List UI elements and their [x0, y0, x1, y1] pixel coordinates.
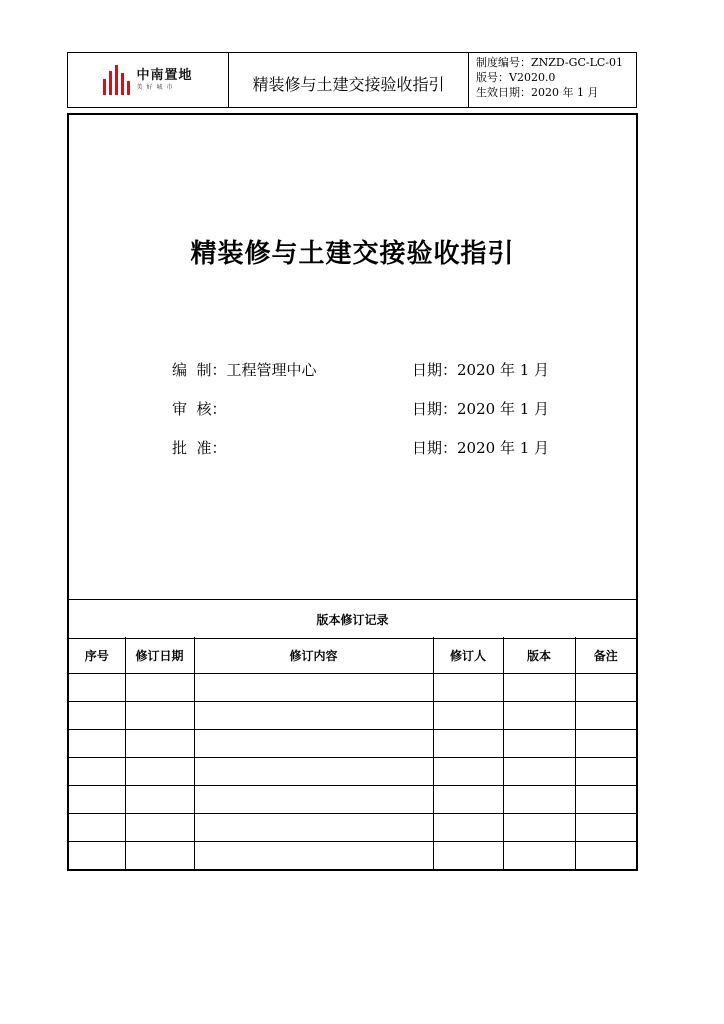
logo-tagline: 美好城市	[136, 84, 177, 91]
reviewer-date: 日期：2020 年 1 月	[412, 400, 550, 418]
table-row	[69, 842, 636, 870]
col-date: 修订日期	[125, 637, 194, 674]
logo-bars-icon	[103, 65, 130, 95]
col-content: 修订内容	[194, 637, 433, 674]
table-header-row	[69, 637, 636, 674]
signature-row-compiler	[172, 359, 592, 381]
effective-date: 生效日期：2020 年 1 月	[476, 86, 599, 99]
approver-label: 批 准：	[172, 439, 227, 457]
table-row	[69, 730, 636, 758]
header-title: 精装修与土建交接验收指引	[229, 53, 469, 107]
header-meta	[469, 53, 636, 107]
revision-table	[69, 637, 636, 869]
table-row	[69, 814, 636, 842]
table-row	[69, 674, 636, 702]
signature-row-reviewer	[172, 398, 592, 420]
col-reviser: 修订人	[433, 637, 503, 674]
company-logo	[68, 53, 229, 107]
compiler-date: 日期：2020 年 1 月	[412, 361, 550, 379]
doc-number: 制度编号：ZNZD-GC-LC-01	[476, 56, 624, 69]
cover-frame	[67, 113, 638, 871]
col-version: 版本	[503, 637, 575, 674]
version-number: 版号：V2020.0	[476, 71, 556, 84]
revision-record-title: 版本修订记录	[69, 599, 636, 639]
document-title: 精装修与土建交接验收指引	[190, 239, 515, 269]
table-row	[69, 786, 636, 814]
table-row	[69, 702, 636, 730]
approver-date: 日期：2020 年 1 月	[412, 439, 550, 457]
reviewer-label: 审 核：	[172, 400, 227, 418]
document-header	[67, 52, 637, 108]
col-seq: 序号	[69, 637, 125, 674]
compiler-label: 编 制：工程管理中心	[172, 361, 317, 379]
signature-row-approver	[172, 437, 592, 459]
table-row	[69, 758, 636, 786]
col-remarks: 备注	[575, 637, 636, 674]
logo-name: 中南置地	[136, 68, 193, 83]
